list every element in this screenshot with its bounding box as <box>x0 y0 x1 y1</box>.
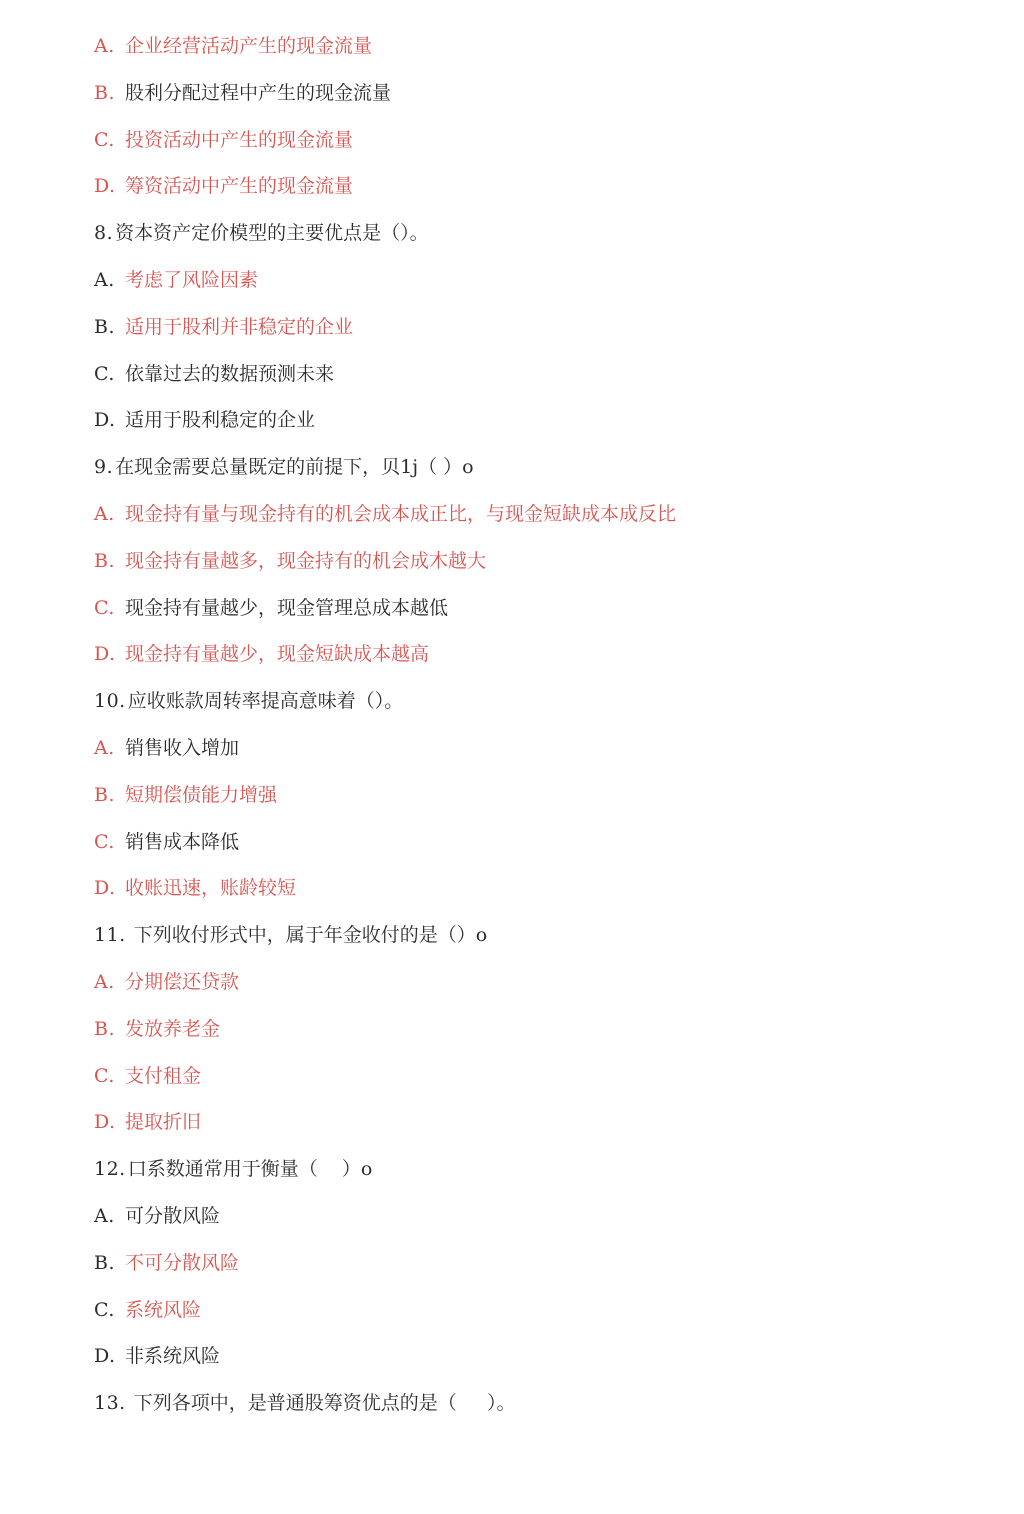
question-text: 资本资产定价模型的主要优点是（）。 <box>115 222 429 245</box>
question-text: 下列各项中，是普通股筹资优点的是（ ）。 <box>127 1392 516 1415</box>
option-line <box>94 500 994 547</box>
option-letter: D. <box>94 175 116 198</box>
question-text: 在现金需要总量既定的前提下，贝1j（ ）o <box>115 456 474 479</box>
option-letter: B. <box>94 81 116 104</box>
question-line <box>94 1389 994 1436</box>
question-line <box>94 453 994 500</box>
option-text: 发放养老金 <box>125 1017 221 1040</box>
option-line <box>94 1342 994 1389</box>
option-text: 现金持有量越多，现金持有的机会成木越大 <box>125 549 487 572</box>
option-letter: A. <box>94 502 115 525</box>
question-line <box>94 687 994 734</box>
option-text: 销售成本降低 <box>125 830 240 853</box>
document-body <box>94 32 994 1436</box>
option-text: 收账迅速，账龄较短 <box>125 877 297 900</box>
option-line <box>94 1015 994 1062</box>
option-letter: C. <box>94 128 115 151</box>
option-letter: C. <box>94 596 115 619</box>
option-letter: C. <box>94 1064 115 1087</box>
option-text: 企业经营活动产生的现金流量 <box>125 35 373 57</box>
option-line <box>94 1202 994 1249</box>
option-letter: D. <box>94 643 116 666</box>
question-number: 9. <box>94 456 114 479</box>
question-line <box>94 219 994 266</box>
option-letter: C. <box>94 362 115 385</box>
question-text: 应收账款周转率提高意味着（）。 <box>127 690 404 713</box>
option-letter: D. <box>94 1111 116 1134</box>
option-line <box>94 968 994 1015</box>
option-text: 投资活动中产生的现金流量 <box>125 128 354 151</box>
question-text: 下列收付形式中，属于年金收付的是（）o <box>127 924 488 947</box>
option-letter: B. <box>94 1251 116 1274</box>
option-text: 依靠过去的数据预测未来 <box>125 362 335 385</box>
option-line <box>94 874 994 921</box>
option-line <box>94 547 994 594</box>
option-text: 适用于股利并非稳定的企业 <box>125 315 354 338</box>
option-line <box>94 828 994 875</box>
question-number: 10. <box>94 690 126 713</box>
option-text: 不可分散风险 <box>125 1251 240 1274</box>
option-line <box>94 79 994 126</box>
option-line <box>94 1296 994 1343</box>
option-text: 系统风险 <box>125 1298 202 1321</box>
option-line <box>94 406 994 453</box>
option-line <box>94 734 994 781</box>
question-line <box>94 921 994 968</box>
option-line <box>94 781 994 828</box>
option-text: 股利分配过程中产生的现金流量 <box>125 81 392 104</box>
option-text: 可分散风险 <box>125 1204 221 1227</box>
option-letter: C. <box>94 830 115 853</box>
option-line <box>94 594 994 641</box>
option-letter: D. <box>94 1345 116 1368</box>
question-number: 12. <box>94 1158 126 1181</box>
option-text: 现金持有量与现金持有的机会成本成正比，与现金短缺成本成反比 <box>125 502 677 525</box>
option-letter: B. <box>94 549 116 572</box>
option-text: 现金持有量越少，现金管理总成本越低 <box>125 596 449 619</box>
option-letter: A. <box>94 970 115 993</box>
option-line <box>94 32 994 79</box>
option-text: 考虑了风险因素 <box>125 268 259 291</box>
option-text: 短期偿债能力增强 <box>125 783 278 806</box>
option-text: 适用于股利稳定的企业 <box>125 409 316 432</box>
option-text: 提取折旧 <box>125 1111 202 1134</box>
option-line <box>94 313 994 360</box>
option-letter: D. <box>94 877 116 900</box>
option-letter: D. <box>94 409 116 432</box>
question-number: 8. <box>94 222 114 245</box>
option-letter: B. <box>94 1017 116 1040</box>
option-line <box>94 1108 994 1155</box>
option-letter: A. <box>94 35 115 57</box>
option-letter: A. <box>94 268 115 291</box>
option-text: 支付租金 <box>125 1064 202 1087</box>
option-text: 筹资活动中产生的现金流量 <box>125 175 354 198</box>
option-letter: A. <box>94 736 115 759</box>
option-line <box>94 360 994 407</box>
option-line <box>94 640 994 687</box>
option-text: 销售收入增加 <box>125 736 240 759</box>
option-letter: B. <box>94 783 116 806</box>
question-line <box>94 1155 994 1202</box>
option-text: 非系统风险 <box>125 1345 221 1368</box>
question-number: 11. <box>94 924 126 947</box>
option-line <box>94 266 994 313</box>
option-letter: C. <box>94 1298 115 1321</box>
option-text: 分期偿还贷款 <box>125 970 240 993</box>
option-letter: A. <box>94 1204 115 1227</box>
option-line <box>94 172 994 219</box>
question-text: 口系数通常用于衡量（ ）o <box>127 1158 373 1181</box>
option-line <box>94 126 994 173</box>
option-text: 现金持有量越少，现金短缺成本越高 <box>125 643 430 666</box>
option-line <box>94 1062 994 1109</box>
option-letter: B. <box>94 315 116 338</box>
option-line <box>94 1249 994 1296</box>
question-number: 13. <box>94 1392 126 1415</box>
